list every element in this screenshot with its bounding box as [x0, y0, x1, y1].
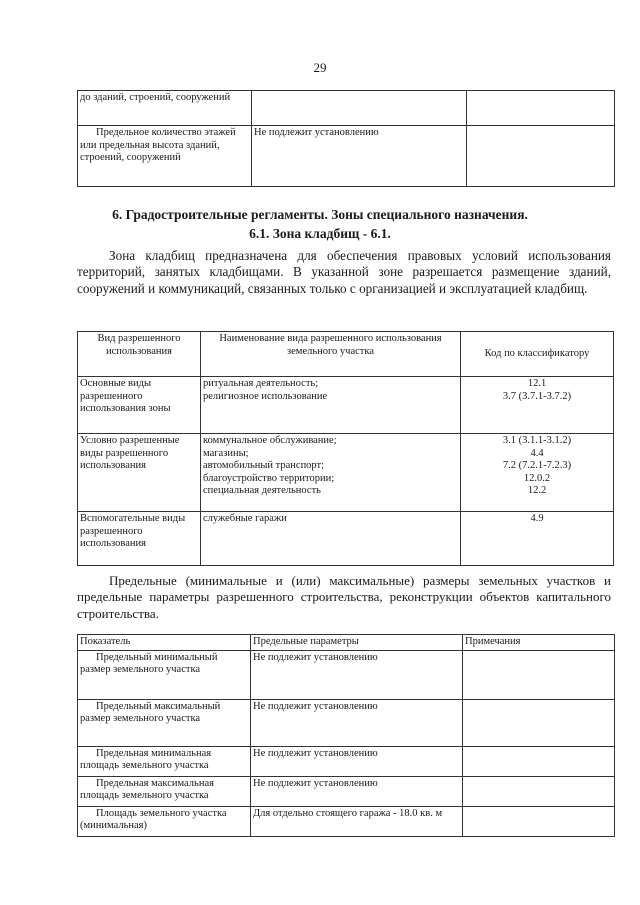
code: 12.1 — [527, 378, 547, 389]
table-row — [78, 746, 615, 776]
use-names-cell — [201, 377, 461, 434]
code: 7.2 (7.2.1-7.2.3) — [502, 460, 572, 472]
params-cell — [252, 91, 467, 126]
use-name: служебные гаражи — [203, 513, 287, 524]
table-row — [78, 434, 614, 512]
code: 4.9 — [530, 513, 544, 524]
page-number: 29 — [313, 60, 327, 75]
indicator-cell: Предельная максимальная площадь земельного участка — [78, 776, 251, 806]
codes-cell — [461, 377, 614, 434]
note-cell — [463, 746, 615, 776]
indicator-cell: Предельный минимальный размер земельного участка — [78, 650, 251, 699]
use-types-table — [77, 331, 614, 566]
header-cell: Наименование вида разрешенного использования земельного участка — [201, 332, 461, 377]
use-name: ритуальная деятельность; — [203, 378, 319, 389]
indicator-cell: Предельная минимальная площадь земельного участка — [78, 746, 251, 776]
use-name: религиозное использование — [203, 390, 328, 402]
use-name: магазины; — [203, 447, 249, 459]
section-heading: 6. Градостроительные регламенты. Зоны специального назначения. — [112, 207, 528, 222]
codes-cell — [461, 512, 614, 566]
section-subheading: 6.1. Зона кладбищ - 6.1. — [249, 226, 391, 241]
section-paragraph: Зона кладбищ предназначена для обеспечения правовых условий использования территорий, занятых кладбищами. В указанной зоне разрешается размещение зданий, сооружений и коммуникаций, связанных только с организацией и эксплуатацией кладбищ. — [77, 248, 611, 296]
code: 4.4 — [530, 447, 544, 459]
header-cell: Показатель — [78, 635, 251, 651]
use-kind-cell: Условно разрешенные виды разрешенного использования — [78, 434, 201, 512]
table-header-row — [78, 332, 614, 377]
params-cell: Не подлежит установлению — [251, 776, 463, 806]
params-cell: Не подлежит установлению — [251, 699, 463, 746]
limits-paragraph: Предельные (минимальные и (или) максимальные) размеры земельных участков и предельные параметры разрешенного строительства, реконструкции объектов капитального строительства. — [77, 573, 611, 621]
indicator-cell: Площадь земельного участка (минимальная) — [78, 806, 251, 836]
table-row — [78, 512, 614, 566]
table-row — [78, 806, 615, 836]
header-cell: Предельные параметры — [251, 635, 463, 651]
indicator-cell: Предельное количество этажей или предельная высота зданий, строений, сооружений — [78, 126, 252, 187]
params-cell: Не подлежит установлению — [251, 746, 463, 776]
note-cell — [463, 650, 615, 699]
use-name: специальная деятельность — [203, 485, 321, 497]
note-cell — [467, 126, 615, 187]
params-cell: Не подлежит установлению — [251, 650, 463, 699]
use-kind-cell: Вспомогательные виды разрешенного использования — [78, 512, 201, 566]
table-row — [78, 699, 615, 746]
indicator-cell: до зданий, строений, сооружений — [78, 91, 252, 126]
table-row — [78, 91, 615, 126]
use-name: коммунальное обслуживание; — [203, 435, 337, 446]
use-names-cell — [201, 434, 461, 512]
header-cell: Код по классификатору — [461, 332, 614, 377]
limits-table — [77, 634, 615, 837]
code: 12.2 — [527, 485, 547, 497]
codes-cell — [461, 434, 614, 512]
note-cell — [463, 806, 615, 836]
table-row — [78, 126, 615, 187]
code: 3.1 (3.1.1-3.1.2) — [502, 435, 572, 446]
code: 12.0.2 — [523, 472, 551, 484]
table-header-row — [78, 635, 615, 651]
indicator-cell: Предельный максимальный размер земельного участка — [78, 699, 251, 746]
header-cell: Вид разрешенного использования — [78, 332, 201, 377]
note-cell — [467, 91, 615, 126]
use-name: автомобильный транспорт; — [203, 460, 325, 472]
params-cell: Не подлежит установлению — [252, 126, 467, 187]
table-row — [78, 776, 615, 806]
table-row — [78, 377, 614, 434]
use-kind-cell: Основные виды разрешенного использования зоны — [78, 377, 201, 434]
use-names-cell — [201, 512, 461, 566]
use-name: благоустройство территории; — [203, 472, 335, 484]
table-row — [78, 650, 615, 699]
params-cell: Для отдельно стоящего гаража - 18.0 кв. м — [251, 806, 463, 836]
note-cell — [463, 699, 615, 746]
code: 3.7 (3.7.1-3.7.2) — [502, 390, 572, 402]
note-cell — [463, 776, 615, 806]
top-limits-table — [77, 90, 615, 187]
header-cell: Примечания — [463, 635, 615, 651]
